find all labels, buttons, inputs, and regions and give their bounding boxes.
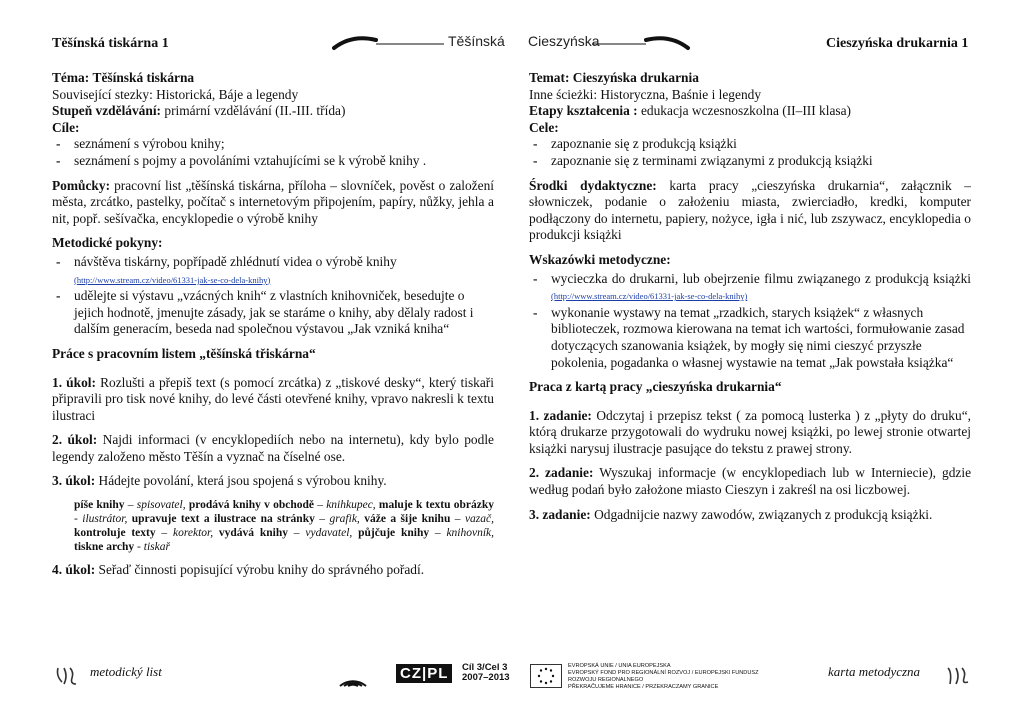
task2-text: Wyszukaj informacje (w encyklopediach lub w Interniecie), gdzie według podań było założone miasto Cieszyn i zakreśl na osi liczbowej.: [529, 465, 972, 498]
method-item: - návštěva tiskárny, popřípadě zhlédnutí videa o výrobě knihy (http://www.stream.cz/video/61331-jak-se-co-dela-knihy): [52, 254, 494, 288]
task3-label: 3. zadanie:: [529, 506, 591, 522]
swoosh-right-icon: [588, 32, 692, 52]
program-logo: Cíl 3/Cel 3 2007–2013: [462, 662, 510, 683]
goal-item: - seznámení s pojmy a povoláními vztahujícími se k výrobě knihy .: [52, 153, 494, 170]
task1-text: Odczytaj i przepisz tekst ( za pomocą lusterka ) z „płyty do druku“, którą drukarze przygotowali do wydruku nowej książki, po lewej stronie otwartej książki narysuj ilustracje pasujące do tekstu z prawej strony.: [529, 407, 971, 456]
video-link[interactable]: (http://www.stream.cz/video/61331-jak-se-co-dela-knihy): [551, 291, 748, 302]
eu-funding-text: EVROPSKÁ UNIE / UNIA EUROPEJSKA EVROPSKÝ FOND PRO REGIONÁLNÍ ROZVOJ / EUROPEJSKI FUNDUSZ ROZWOJU REGIONALNEGO PŘEKRAČUJEME HRANICE / PRZEKRACZAMY GRANICE: [568, 663, 759, 690]
worksheet-title: Práce s pracovním listem „těšínská třiskárna“: [52, 345, 316, 361]
task3-text: Hádejte povolání, která jsou spojená s výrobou knihy.: [98, 473, 387, 489]
ornament-left-icon: [54, 664, 82, 686]
related-paths: Inne ścieżki: Historyczna, Baśnie i legendy: [529, 86, 762, 102]
task2-label: 2. zadanie:: [529, 465, 594, 481]
task1-text: Rozlušti a přepiš text (s pomocí zrcátka) z „tiskové desky“, který tiskaři připravili pro tisk nové knihy, do levé části otevřené knihy, vpravo nakresli k textu ilustraci: [52, 374, 494, 423]
method-item: - wycieczka do drukarni, lub obejrzenie filmu związanego z produkcją książki (http://www.stream.cz/video/61331-jak-se-co-dela-knihy): [529, 271, 971, 305]
goals-label: Cele:: [529, 119, 559, 135]
task1-label: 1. úkol:: [52, 374, 96, 390]
topic-value: Cieszyńska drukarnia: [572, 70, 699, 85]
header-left-title: Těšínská tiskárna 1: [52, 36, 169, 51]
task4-label: 4. úkol:: [52, 562, 96, 578]
worksheet-title: Praca z kartą pracy „cieszyńska drukarnia“: [529, 379, 782, 395]
czpl-logo: CZ|PL: [396, 664, 452, 683]
topic-label: Téma:: [52, 70, 90, 85]
logo-text-right: Cieszyńska: [528, 33, 600, 49]
goal-item: - zapoznanie się z produkcją książki: [529, 136, 971, 153]
task2-label: 2. úkol:: [52, 432, 98, 448]
method-label: Wskazówki metodyczne:: [529, 251, 671, 267]
footer-right-label: karta metodyczna: [828, 664, 921, 679]
ornament-right-icon: [944, 664, 972, 686]
goals-label: Cíle:: [52, 119, 80, 135]
method-label: Metodické pokyny:: [52, 235, 163, 251]
video-link[interactable]: (http://www.stream.cz/video/61331-jak-se-co-dela-knihy): [74, 274, 271, 285]
goals-list: [529, 136, 971, 169]
logo-text-left: Těšínská: [448, 33, 505, 49]
task2-text: Najdi informaci (v encyklopediích nebo na internetu), kdy bylo podle legendy založeno město Těšín a vyznač na číselné ose.: [52, 432, 494, 464]
footer-left-label: metodický list: [90, 664, 162, 679]
level-value: primární vzdělávání (II.-III. třída): [164, 103, 346, 119]
header-right-title: Cieszyńska drukarnia 1: [826, 36, 969, 51]
method-item: - wykonanie wystawy na temat „rzadkich, starych książek“ z własnych biblioteczek, rozmowa kierowana na temat ich wartości, formułowanie zasad dotyczących szanowania książek, by mogły się nimi cieszyć przyszłe pokolenia, pogadanka o własnej wystawie na temat „Jak powstała książka“: [529, 305, 971, 371]
aids-value: pracovní list „těšínská tiskárna, příloha – slovníček, pověst o založení města, zrcátko, pastelky, počítač s internetovým připojením, papíry, nůžky, jehla a nit, popř. sešívačka, encyklopedie o výrobě knihy: [52, 177, 494, 226]
logo-fan-icon: [338, 664, 368, 688]
task1-label: 1. zadanie:: [529, 407, 592, 423]
aids-value: karta pracy „cieszyńska drukarnia“, załącznik – słowniczek, podanie o założeniu miasta, zwierciadło, kredki, komputer podłączony do internetu, papiery, nożyce, igła i nić, lub zszywacz, encyklopedia o produkcji książki: [529, 177, 971, 243]
method-list: [529, 271, 971, 372]
method-item: - udělejte si výstavu „vzácných knih“ z vlastních knihovniček, besedujte o jejich hodnotě, jmenujte zásady, jak se staráme o knihy, aby dělaly radost i dalším generacím, beseda nad společnou výstavou „Jak vzniká kniha“: [52, 288, 494, 338]
vocab-block: píše knihy – spisovatel, prodává knihy v obchodě – knihkupec, maluje k textu obrázky - ilustrátor, upravuje text a ilustrace na stránky – grafik, váže a šije knihu – vazač, kontroluje texty – korektor, vydává knihy – vydavatel, půjčuje knihy – knihovník, tiskne archy - tiskař: [74, 499, 495, 554]
method-list: [52, 254, 494, 338]
task3-label: 3. úkol:: [52, 473, 96, 489]
goal-item: - zapoznanie się z terminami związanymi z produkcją książki: [529, 153, 971, 170]
eu-flag-icon: [530, 664, 562, 688]
aids-label: Środki dydaktyczne:: [529, 177, 657, 193]
level-label: Stupeň vzdělávání:: [52, 103, 162, 119]
left-column: [52, 70, 494, 579]
level-value: edukacja wczesnoszkolna (II–III klasa): [640, 103, 852, 119]
level-label: Etapy kształcenia :: [529, 103, 638, 119]
goal-item: - seznámení s výrobou knihy;: [52, 136, 494, 153]
task3-text: Odgadnijcie nazwy zawodów, związanych z produkcją książki.: [594, 506, 933, 522]
topic-label: Temat:: [529, 70, 570, 85]
aids-label: Pomůcky:: [52, 177, 111, 193]
right-column: [529, 70, 971, 523]
task4-text: Seřaď činnosti popisující výrobu knihy do správného pořadí.: [98, 562, 425, 578]
related-paths: Související stezky: Historická, Báje a legendy: [52, 86, 299, 102]
topic-value: Těšínská tiskárna: [92, 70, 195, 85]
goals-list: [52, 136, 494, 169]
swoosh-left-icon: [332, 32, 452, 52]
